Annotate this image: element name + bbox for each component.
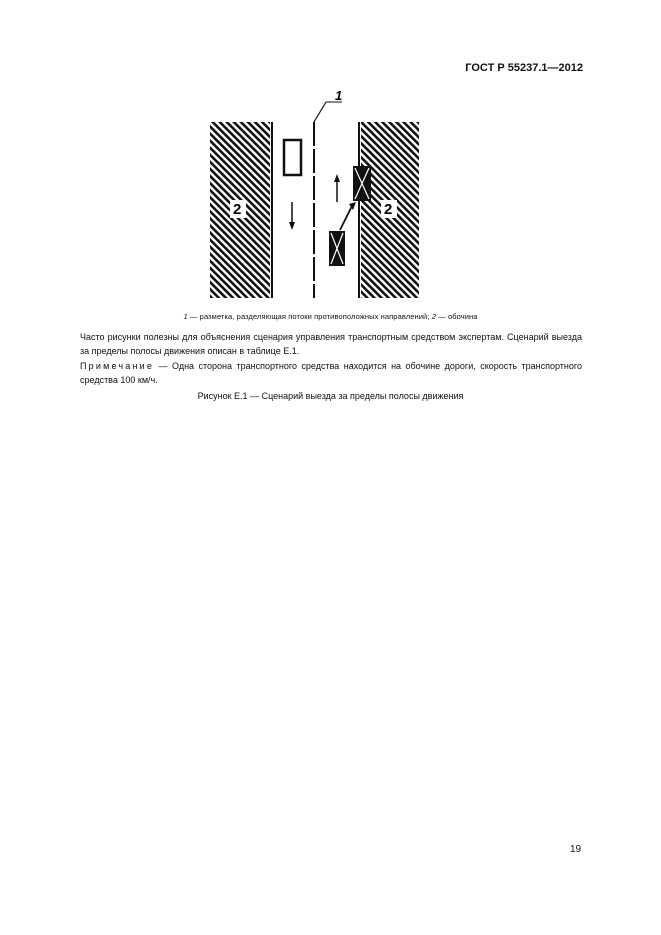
departure-trajectory [340,206,352,230]
oncoming-vehicle [284,140,301,175]
lane-departure-diagram [200,90,440,302]
legend-num-1: 1 [183,312,188,321]
down-arrow-head [289,222,295,230]
marking-leader-line [314,102,326,122]
vehicle-initial-position [329,231,345,266]
document-header: ГОСТ Р 55237.1—2012 [465,62,583,74]
legend-text-1: — разметка, разделяющая потоки противоположных направлений; [187,312,432,321]
label-shoulder-right: 2 [384,201,393,218]
figure-caption: Рисунок Е.1 — Сценарий выезда за пределы полосы движения [197,391,464,401]
note-paragraph [80,360,582,387]
page-number: 19 [570,844,582,855]
legend-num-2: 2 [431,312,436,321]
figure-legend [0,312,661,321]
label-shoulder-left: 2 [233,201,242,218]
note-label: Примечание [80,361,155,371]
label-marking: 1 [335,90,343,103]
legend-text-2: — обочина [435,312,478,321]
road-diagram [200,90,440,302]
note-text: — Одна сторона транспортного средства находится на обочине дороги, скорость транспортного средства 100 км/ч. [80,361,582,385]
vehicle-departed-position [353,166,371,201]
body-paragraph: Часто рисунки полезны для объяснения сценария управления транспортным средством экспертам. Сценарий выезда за пределы полосы движения описан в таблице Е.1. [80,332,582,356]
up-arrow-head [334,174,340,182]
